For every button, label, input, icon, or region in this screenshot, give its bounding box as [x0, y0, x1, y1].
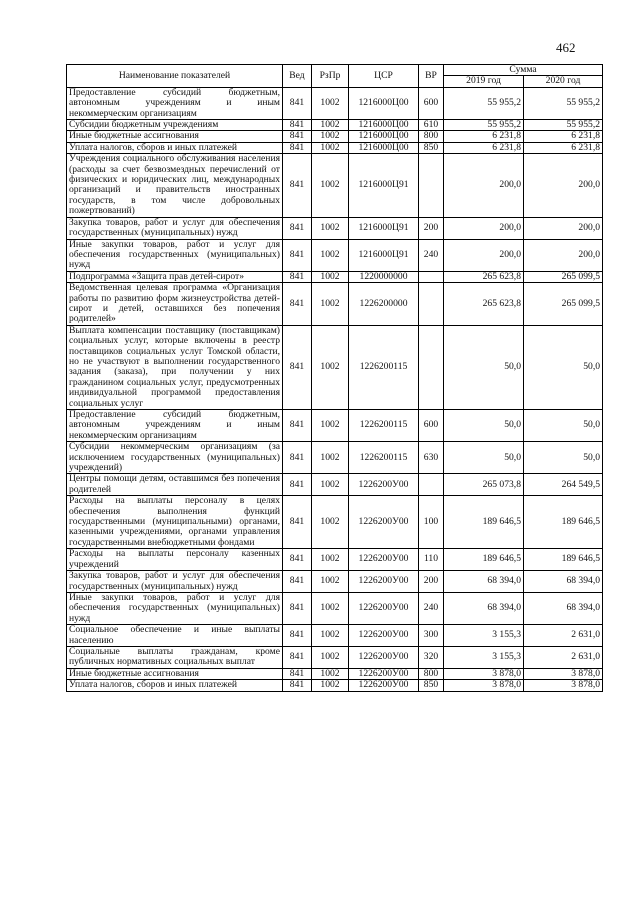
row-csr: 1226200У00	[349, 571, 419, 593]
header-csr: ЦСР	[349, 65, 419, 88]
row-name: Иные бюджетные ассигнования	[67, 668, 283, 679]
row-rzpr: 1002	[312, 283, 349, 326]
row-value-2019: 55 955,2	[444, 87, 524, 119]
row-csr: 1226200У00	[349, 592, 419, 624]
row-name: Расходы на выплаты персоналу казенных учреждений	[67, 549, 283, 571]
row-value-2020: 200,0	[524, 239, 603, 271]
row-name: Социальные выплаты гражданам, кроме публичных нормативных социальных выплат	[67, 646, 283, 668]
row-ved: 841	[283, 87, 312, 119]
row-ved: 841	[283, 625, 312, 647]
row-value-2020: 50,0	[524, 442, 603, 474]
row-csr: 1226200У00	[349, 646, 419, 668]
row-csr: 1226200У00	[349, 668, 419, 679]
row-csr: 1216000Ц91	[349, 154, 419, 217]
page-number: 462	[556, 40, 576, 55]
row-csr: 1216000Ц91	[349, 239, 419, 271]
row-vr: 850	[419, 680, 444, 691]
row-rzpr: 1002	[312, 131, 349, 142]
row-vr: 100	[419, 496, 444, 549]
table-row	[67, 154, 603, 217]
row-name: Центры помощи детям, оставшимся без попечения родителей	[67, 474, 283, 496]
row-ved: 841	[283, 154, 312, 217]
row-value-2020: 264 549,5	[524, 474, 603, 496]
row-value-2019: 189 646,5	[444, 549, 524, 571]
row-name: Подпрограмма «Защита прав детей-сирот»	[67, 271, 283, 282]
row-vr: 200	[419, 217, 444, 239]
row-vr: 300	[419, 625, 444, 647]
row-vr: 240	[419, 592, 444, 624]
row-value-2020: 265 099,5	[524, 271, 603, 282]
row-value-2019: 200,0	[444, 217, 524, 239]
row-vr: 800	[419, 668, 444, 679]
row-ved: 841	[283, 549, 312, 571]
row-name: Иные бюджетные ассигнования	[67, 131, 283, 142]
row-name: Субсидии некоммерческим организациям (за исключением государственных (муниципальных) учреждений)	[67, 442, 283, 474]
table-row	[67, 87, 603, 119]
row-value-2020: 68 394,0	[524, 571, 603, 593]
row-vr: 600	[419, 87, 444, 119]
row-vr	[419, 154, 444, 217]
table-body	[67, 87, 603, 691]
table-row	[67, 571, 603, 593]
table-row	[67, 142, 603, 153]
row-name: Закупка товаров, работ и услуг для обеспечения государственных (муниципальных) нужд	[67, 217, 283, 239]
row-value-2020: 3 878,0	[524, 680, 603, 691]
row-value-2019: 265 623,8	[444, 271, 524, 282]
header-rzpr: РзПр	[312, 65, 349, 88]
row-csr: 1216000Ц00	[349, 87, 419, 119]
row-vr	[419, 325, 444, 409]
row-csr: 1226200У00	[349, 474, 419, 496]
row-rzpr: 1002	[312, 646, 349, 668]
row-rzpr: 1002	[312, 474, 349, 496]
row-csr: 1226200У00	[349, 680, 419, 691]
row-value-2019: 200,0	[444, 154, 524, 217]
row-value-2020: 2 631,0	[524, 625, 603, 647]
row-vr: 630	[419, 442, 444, 474]
table-row	[67, 120, 603, 131]
row-ved: 841	[283, 571, 312, 593]
row-value-2019: 68 394,0	[444, 592, 524, 624]
row-value-2019: 200,0	[444, 239, 524, 271]
row-vr: 320	[419, 646, 444, 668]
row-vr: 610	[419, 120, 444, 131]
table-row	[67, 217, 603, 239]
row-vr: 800	[419, 131, 444, 142]
row-value-2020: 6 231,8	[524, 142, 603, 153]
table-row	[67, 625, 603, 647]
row-ved: 841	[283, 120, 312, 131]
table-row	[67, 239, 603, 271]
row-csr: 1216000Ц91	[349, 217, 419, 239]
row-value-2019: 50,0	[444, 410, 524, 442]
row-name: Иные закупки товаров, работ и услуг для обеспечения государственных (муниципальных) нужд	[67, 239, 283, 271]
header-year-2019: 2019 год	[444, 76, 524, 87]
row-value-2019: 3 155,3	[444, 625, 524, 647]
row-value-2019: 50,0	[444, 442, 524, 474]
row-csr: 1226200000	[349, 283, 419, 326]
table-row	[67, 668, 603, 679]
row-name: Социальное обеспечение и иные выплаты населению	[67, 625, 283, 647]
row-csr: 1226200115	[349, 442, 419, 474]
row-value-2019: 68 394,0	[444, 571, 524, 593]
row-value-2020: 6 231,8	[524, 131, 603, 142]
row-vr	[419, 474, 444, 496]
row-vr	[419, 283, 444, 326]
row-name: Уплата налогов, сборов и иных платежей	[67, 680, 283, 691]
row-rzpr: 1002	[312, 592, 349, 624]
row-value-2019: 3 878,0	[444, 680, 524, 691]
header-name: Наименование показателей	[67, 65, 283, 88]
row-value-2019: 3 155,3	[444, 646, 524, 668]
row-ved: 841	[283, 646, 312, 668]
row-rzpr: 1002	[312, 442, 349, 474]
row-vr	[419, 271, 444, 282]
row-csr: 1216000Ц00	[349, 120, 419, 131]
row-rzpr: 1002	[312, 549, 349, 571]
row-name: Иные закупки товаров, работ и услуг для обеспечения государственных (муниципальных) нужд	[67, 592, 283, 624]
row-vr: 240	[419, 239, 444, 271]
row-csr: 1226200У00	[349, 625, 419, 647]
row-rzpr: 1002	[312, 87, 349, 119]
row-value-2020: 2 631,0	[524, 646, 603, 668]
row-value-2019: 265 073,8	[444, 474, 524, 496]
row-csr: 1220000000	[349, 271, 419, 282]
row-ved: 841	[283, 142, 312, 153]
row-value-2020: 200,0	[524, 217, 603, 239]
row-rzpr: 1002	[312, 271, 349, 282]
row-value-2019: 55 955,2	[444, 120, 524, 131]
header-vr: ВР	[419, 65, 444, 88]
row-name: Уплата налогов, сборов и иных платежей	[67, 142, 283, 153]
table-row	[67, 474, 603, 496]
table-row	[67, 410, 603, 442]
row-value-2020: 189 646,5	[524, 496, 603, 549]
row-rzpr: 1002	[312, 154, 349, 217]
row-value-2020: 55 955,2	[524, 120, 603, 131]
row-value-2020: 200,0	[524, 154, 603, 217]
row-csr: 1216000Ц00	[349, 142, 419, 153]
row-name: Закупка товаров, работ и услуг для обеспечения государственных (муниципальных) нужд	[67, 571, 283, 593]
row-name: Предоставление субсидий бюджетным, автономным учреждениям и иным некоммерческим организациям	[67, 410, 283, 442]
row-rzpr: 1002	[312, 680, 349, 691]
table-row	[67, 549, 603, 571]
row-vr: 850	[419, 142, 444, 153]
row-rzpr: 1002	[312, 217, 349, 239]
row-value-2019: 6 231,8	[444, 142, 524, 153]
table-row	[67, 271, 603, 282]
row-name: Предоставление субсидий бюджетным, автономным учреждениям и иным некоммерческим организациям	[67, 87, 283, 119]
row-vr: 600	[419, 410, 444, 442]
row-value-2019: 265 623,8	[444, 283, 524, 326]
row-csr: 1226200У00	[349, 549, 419, 571]
row-ved: 841	[283, 217, 312, 239]
row-rzpr: 1002	[312, 120, 349, 131]
row-value-2019: 189 646,5	[444, 496, 524, 549]
row-rzpr: 1002	[312, 668, 349, 679]
header-year-2020: 2020 год	[524, 76, 603, 87]
table-row	[67, 496, 603, 549]
row-value-2020: 50,0	[524, 325, 603, 409]
header-ved: Вед	[283, 65, 312, 88]
row-ved: 841	[283, 239, 312, 271]
table-row	[67, 680, 603, 691]
row-value-2020: 3 878,0	[524, 668, 603, 679]
row-name: Учреждения социального обслуживания населения (расходы за счет безвозмездных перечислений от физических и юридических лиц, международных организаций и правительств иностранных государств, в том числе добровольных пожертвований)	[67, 154, 283, 217]
row-rzpr: 1002	[312, 142, 349, 153]
row-csr: 1226200У00	[349, 496, 419, 549]
row-value-2019: 50,0	[444, 325, 524, 409]
row-rzpr: 1002	[312, 625, 349, 647]
row-value-2020: 68 394,0	[524, 592, 603, 624]
row-rzpr: 1002	[312, 571, 349, 593]
row-ved: 841	[283, 592, 312, 624]
budget-table	[66, 64, 603, 692]
row-value-2020: 265 099,5	[524, 283, 603, 326]
row-vr: 200	[419, 571, 444, 593]
row-value-2019: 6 231,8	[444, 131, 524, 142]
row-csr: 1226200115	[349, 325, 419, 409]
row-ved: 841	[283, 325, 312, 409]
row-rzpr: 1002	[312, 496, 349, 549]
table-row	[67, 283, 603, 326]
table-row	[67, 325, 603, 409]
row-name: Ведомственная целевая программа «Организация работы по развитию форм жизнеустройства детей-сирот и детей, оставшихся без попечения родителей»	[67, 283, 283, 326]
row-value-2020: 189 646,5	[524, 549, 603, 571]
row-rzpr: 1002	[312, 325, 349, 409]
row-rzpr: 1002	[312, 239, 349, 271]
table-row	[67, 646, 603, 668]
row-value-2020: 55 955,2	[524, 87, 603, 119]
table-row	[67, 592, 603, 624]
row-ved: 841	[283, 680, 312, 691]
table-row	[67, 131, 603, 142]
row-ved: 841	[283, 283, 312, 326]
row-csr: 1216000Ц00	[349, 131, 419, 142]
row-ved: 841	[283, 442, 312, 474]
row-value-2020: 50,0	[524, 410, 603, 442]
row-name: Расходы на выплаты персоналу в целях обеспечения выполнения функций государственными (муниципальными) органами, казенными учреждениями, органами управления государственными внебюджетными фондами	[67, 496, 283, 549]
row-rzpr: 1002	[312, 410, 349, 442]
row-csr: 1226200115	[349, 410, 419, 442]
row-ved: 841	[283, 271, 312, 282]
row-ved: 841	[283, 668, 312, 679]
table-row	[67, 442, 603, 474]
row-name: Субсидии бюджетным учреждениям	[67, 120, 283, 131]
row-value-2019: 3 878,0	[444, 668, 524, 679]
row-ved: 841	[283, 131, 312, 142]
header-sum: Сумма	[444, 65, 603, 76]
row-name: Выплата компенсации поставщику (поставщикам) социальных услуг, которые включены в реестр поставщиков социальных услуг Томской области, но не участвуют в выполнении государственного задания (заказа), при получении у них гражданином социальных услуг, предусмотренных индивидуальной программой предоставления социальных услуг	[67, 325, 283, 409]
row-ved: 841	[283, 474, 312, 496]
row-ved: 841	[283, 410, 312, 442]
row-vr: 110	[419, 549, 444, 571]
row-ved: 841	[283, 496, 312, 549]
